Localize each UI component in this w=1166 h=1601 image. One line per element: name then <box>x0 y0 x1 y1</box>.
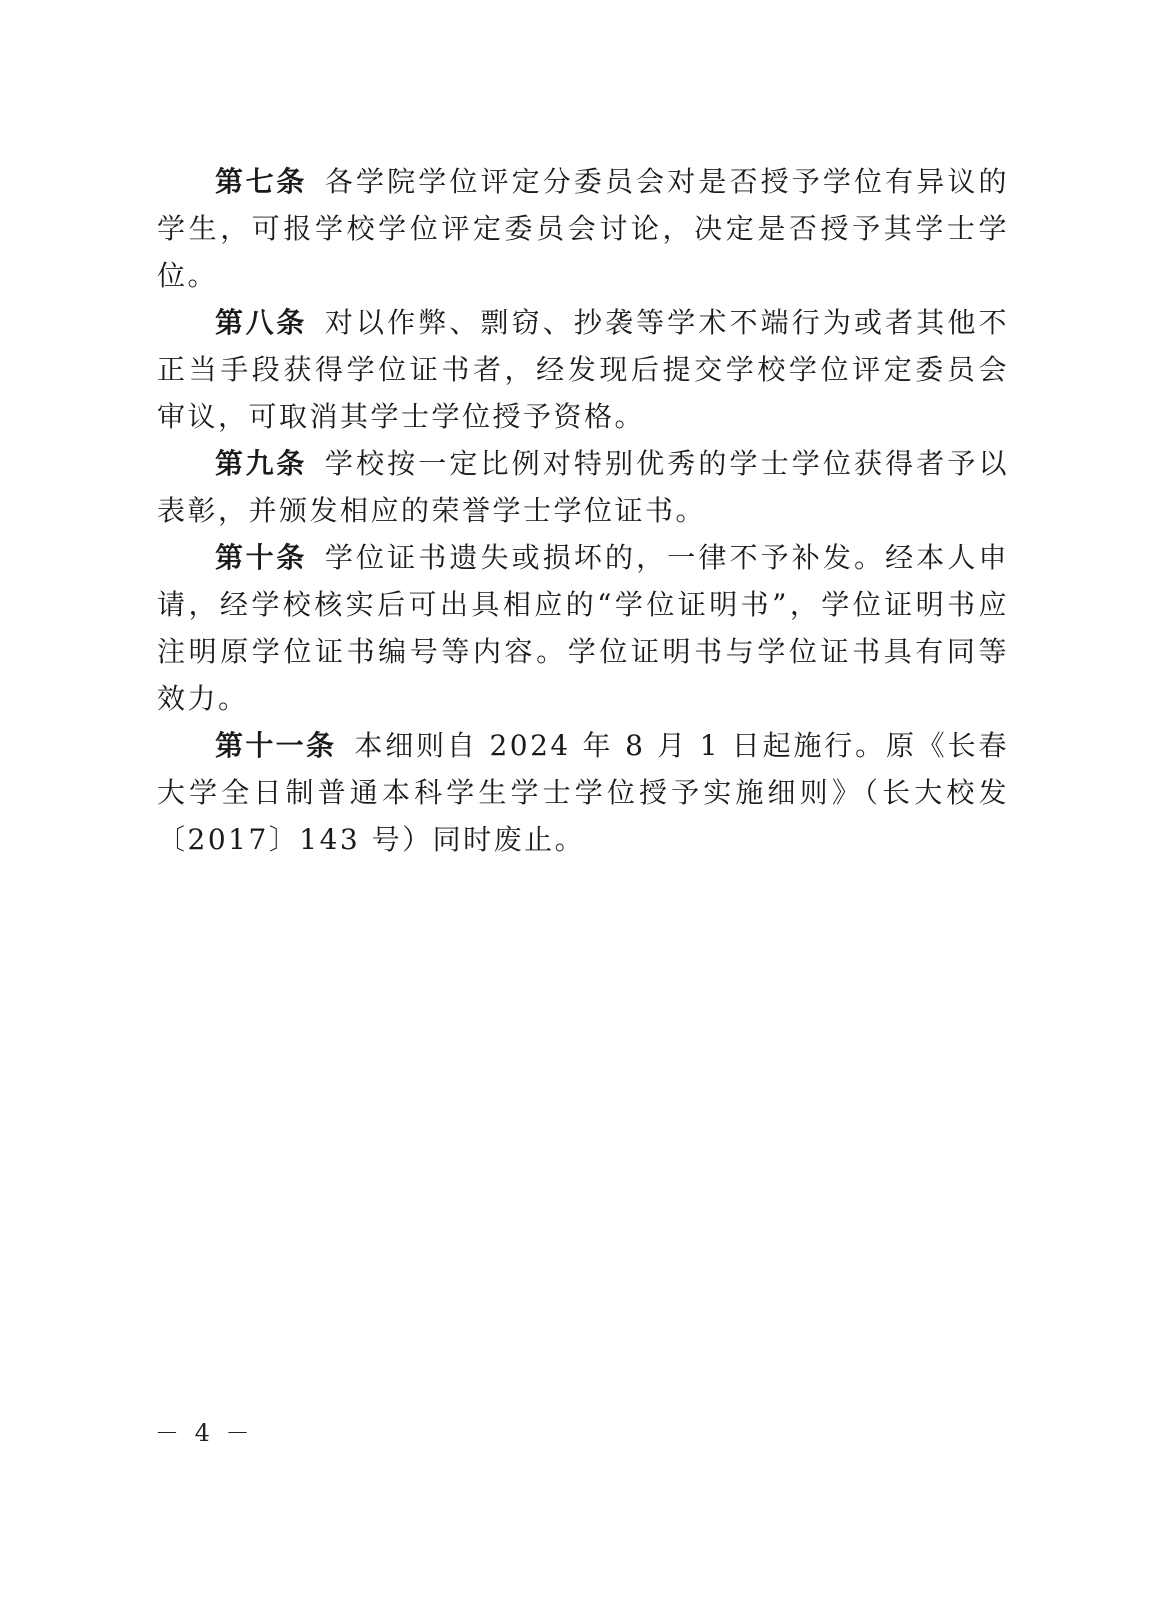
document-body <box>157 158 1009 863</box>
article-7 <box>157 158 1009 299</box>
article-number: 第九条 <box>215 447 307 480</box>
article-text: 学位证书遗失或损坏的，一律不予补发。经本人申请，经学校核实后可出具相应的“学位证明书”，学位证明书应注明原学位证书编号等内容。学位证明书与学位证书具有同等效力。 <box>157 541 1009 715</box>
article-number: 第八条 <box>215 306 307 339</box>
page-number: － 4 － <box>155 1419 254 1447</box>
article-text: 对以作弊、剽窃、抄袭等学术不端行为或者其他不正当手段获得学位证书者，经发现后提交学校学位评定委员会审议，可取消其学士学位授予资格。 <box>157 306 1009 433</box>
article-9 <box>157 440 1009 534</box>
article-text: 各学院学位评定分委员会对是否授予学位有异议的学生，可报学校学位评定委员会讨论，决定是否授予其学士学位。 <box>157 165 1009 292</box>
article-text: 本细则自 2024 年 8 月 1 日起施行。原《长春大学全日制普通本科学生学士学位授予实施细则》（长大校发〔2017〕143 号）同时废止。 <box>157 729 1009 856</box>
article-number: 第十一条 <box>215 729 337 762</box>
article-number: 第十条 <box>215 541 307 574</box>
article-text: 学校按一定比例对特别优秀的学士学位获得者予以表彰，并颁发相应的荣誉学士学位证书。 <box>157 447 1009 527</box>
article-8 <box>157 299 1009 440</box>
article-10 <box>157 534 1009 722</box>
article-number: 第七条 <box>215 165 307 198</box>
article-11 <box>157 722 1009 863</box>
